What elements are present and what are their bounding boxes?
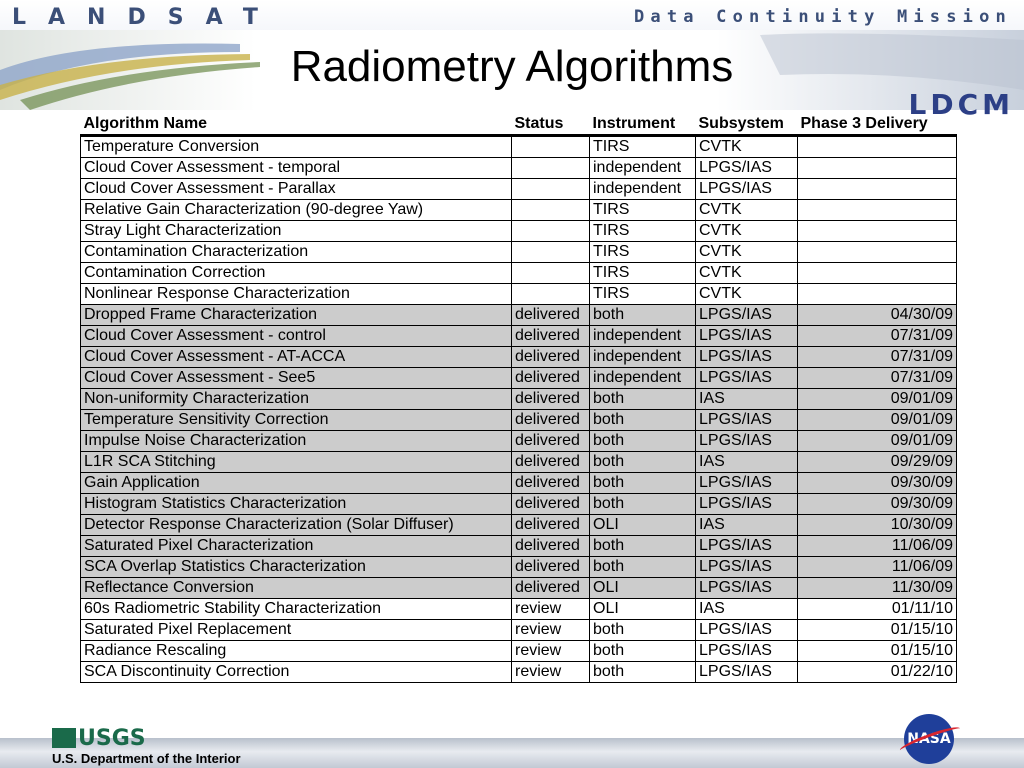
table-row: [81, 347, 957, 368]
cell-instrument: independent: [590, 347, 696, 368]
cell-instrument: OLI: [590, 515, 696, 536]
table-row: [81, 662, 957, 683]
usgs-logo-text: USGS: [78, 726, 146, 751]
table-header-row: [81, 114, 957, 136]
table-row: [81, 431, 957, 452]
cell-subsystem: CVTK: [696, 200, 798, 221]
cell-subsystem: LPGS/IAS: [696, 641, 798, 662]
cell-phase3-delivery: 09/01/09: [798, 431, 957, 452]
column-header-instrument: Instrument: [590, 114, 696, 136]
table-row: [81, 515, 957, 536]
column-header-algorithm-name: Algorithm Name: [81, 114, 512, 136]
cell-subsystem: LPGS/IAS: [696, 410, 798, 431]
cell-phase3-delivery: 10/30/09: [798, 515, 957, 536]
cell-algorithm-name: Temperature Conversion: [81, 136, 512, 158]
cell-subsystem: CVTK: [696, 263, 798, 284]
cell-subsystem: LPGS/IAS: [696, 557, 798, 578]
cell-instrument: both: [590, 641, 696, 662]
table-row: [81, 200, 957, 221]
cell-phase3-delivery: 09/30/09: [798, 494, 957, 515]
cell-subsystem: IAS: [696, 452, 798, 473]
table-row: [81, 410, 957, 431]
cell-instrument: TIRS: [590, 200, 696, 221]
table-row: [81, 473, 957, 494]
cell-phase3-delivery: [798, 242, 957, 263]
cell-instrument: both: [590, 620, 696, 641]
table-row: [81, 136, 957, 158]
cell-phase3-delivery: [798, 179, 957, 200]
cell-instrument: independent: [590, 326, 696, 347]
cell-algorithm-name: Dropped Frame Characterization: [81, 305, 512, 326]
cell-instrument: both: [590, 473, 696, 494]
cell-algorithm-name: 60s Radiometric Stability Characterization: [81, 599, 512, 620]
cell-status: [512, 242, 590, 263]
cell-instrument: OLI: [590, 599, 696, 620]
cell-phase3-delivery: 09/29/09: [798, 452, 957, 473]
cell-phase3-delivery: 04/30/09: [798, 305, 957, 326]
cell-subsystem: CVTK: [696, 242, 798, 263]
cell-status: delivered: [512, 410, 590, 431]
cell-algorithm-name: Relative Gain Characterization (90-degree Yaw): [81, 200, 512, 221]
cell-subsystem: LPGS/IAS: [696, 662, 798, 683]
cell-subsystem: IAS: [696, 599, 798, 620]
cell-status: delivered: [512, 389, 590, 410]
cell-status: delivered: [512, 494, 590, 515]
cell-instrument: both: [590, 557, 696, 578]
table-row: [81, 242, 957, 263]
cell-phase3-delivery: 11/06/09: [798, 557, 957, 578]
cell-subsystem: LPGS/IAS: [696, 578, 798, 599]
cell-status: delivered: [512, 452, 590, 473]
cell-phase3-delivery: 09/01/09: [798, 410, 957, 431]
cell-phase3-delivery: 01/15/10: [798, 641, 957, 662]
cell-status: [512, 136, 590, 158]
table-row: [81, 158, 957, 179]
cell-status: review: [512, 599, 590, 620]
column-header-phase3-delivery: Phase 3 Delivery: [798, 114, 957, 136]
nasa-logo-text: NASA: [907, 731, 951, 747]
table-row: [81, 221, 957, 242]
cell-phase3-delivery: [798, 221, 957, 242]
cell-subsystem: LPGS/IAS: [696, 473, 798, 494]
cell-phase3-delivery: [798, 136, 957, 158]
cell-algorithm-name: Radiance Rescaling: [81, 641, 512, 662]
table-row: [81, 452, 957, 473]
cell-instrument: both: [590, 662, 696, 683]
cell-subsystem: LPGS/IAS: [696, 368, 798, 389]
cell-subsystem: LPGS/IAS: [696, 431, 798, 452]
cell-phase3-delivery: 07/31/09: [798, 347, 957, 368]
table-body: [81, 136, 957, 683]
cell-status: [512, 200, 590, 221]
table-row: [81, 179, 957, 200]
cell-instrument: TIRS: [590, 242, 696, 263]
cell-instrument: both: [590, 410, 696, 431]
table-row: [81, 389, 957, 410]
cell-status: [512, 158, 590, 179]
cell-status: delivered: [512, 473, 590, 494]
table-row: [81, 494, 957, 515]
cell-algorithm-name: Stray Light Characterization: [81, 221, 512, 242]
table-row: [81, 326, 957, 347]
cell-algorithm-name: Temperature Sensitivity Correction: [81, 410, 512, 431]
cell-instrument: independent: [590, 179, 696, 200]
cell-phase3-delivery: [798, 263, 957, 284]
mission-wordmark: Data Continuity Mission: [633, 7, 1012, 27]
table-row: [81, 641, 957, 662]
cell-instrument: both: [590, 305, 696, 326]
table-row: [81, 557, 957, 578]
table-row: [81, 305, 957, 326]
cell-algorithm-name: Cloud Cover Assessment - Parallax: [81, 179, 512, 200]
cell-instrument: TIRS: [590, 221, 696, 242]
cell-status: delivered: [512, 536, 590, 557]
column-header-status: Status: [512, 114, 590, 136]
cell-status: delivered: [512, 515, 590, 536]
cell-algorithm-name: Gain Application: [81, 473, 512, 494]
cell-status: [512, 263, 590, 284]
table-row: [81, 368, 957, 389]
cell-algorithm-name: Cloud Cover Assessment - control: [81, 326, 512, 347]
algorithms-table: [80, 114, 957, 683]
column-header-subsystem: Subsystem: [696, 114, 798, 136]
cell-algorithm-name: Cloud Cover Assessment - See5: [81, 368, 512, 389]
cell-algorithm-name: Contamination Characterization: [81, 242, 512, 263]
cell-phase3-delivery: 09/01/09: [798, 389, 957, 410]
cell-status: delivered: [512, 557, 590, 578]
table-row: [81, 620, 957, 641]
table-row: [81, 578, 957, 599]
cell-instrument: independent: [590, 368, 696, 389]
cell-status: review: [512, 641, 590, 662]
cell-status: review: [512, 620, 590, 641]
cell-algorithm-name: Saturated Pixel Characterization: [81, 536, 512, 557]
table-row: [81, 263, 957, 284]
cell-subsystem: LPGS/IAS: [696, 536, 798, 557]
cell-phase3-delivery: 09/30/09: [798, 473, 957, 494]
page-title: Radiometry Algorithms: [290, 42, 734, 91]
cell-instrument: OLI: [590, 578, 696, 599]
cell-instrument: TIRS: [590, 263, 696, 284]
cell-subsystem: LPGS/IAS: [696, 326, 798, 347]
cell-algorithm-name: Contamination Correction: [81, 263, 512, 284]
usgs-logo: [52, 726, 146, 751]
table-row: [81, 284, 957, 305]
cell-instrument: both: [590, 494, 696, 515]
cell-algorithm-name: Non-uniformity Characterization: [81, 389, 512, 410]
cell-status: delivered: [512, 368, 590, 389]
department-label: U.S. Department of the Interior: [52, 751, 241, 766]
cell-subsystem: CVTK: [696, 136, 798, 158]
cell-subsystem: LPGS/IAS: [696, 494, 798, 515]
cell-algorithm-name: Reflectance Conversion: [81, 578, 512, 599]
cell-phase3-delivery: 07/31/09: [798, 326, 957, 347]
cell-phase3-delivery: 01/15/10: [798, 620, 957, 641]
usgs-mark-icon: [52, 728, 76, 748]
cell-subsystem: IAS: [696, 389, 798, 410]
cell-subsystem: LPGS/IAS: [696, 158, 798, 179]
cell-status: [512, 284, 590, 305]
cell-status: delivered: [512, 326, 590, 347]
cell-status: [512, 179, 590, 200]
cell-status: review: [512, 662, 590, 683]
landsat-wordmark: LANDSAT: [12, 5, 280, 30]
cell-instrument: both: [590, 431, 696, 452]
cell-phase3-delivery: [798, 158, 957, 179]
cell-subsystem: LPGS/IAS: [696, 305, 798, 326]
cell-instrument: independent: [590, 158, 696, 179]
ldcm-logo: LDCM: [908, 88, 1014, 121]
cell-subsystem: LPGS/IAS: [696, 347, 798, 368]
cell-status: delivered: [512, 305, 590, 326]
cell-phase3-delivery: [798, 284, 957, 305]
cell-algorithm-name: L1R SCA Stitching: [81, 452, 512, 473]
cell-algorithm-name: Nonlinear Response Characterization: [81, 284, 512, 305]
cell-instrument: both: [590, 536, 696, 557]
cell-algorithm-name: SCA Overlap Statistics Characterization: [81, 557, 512, 578]
cell-phase3-delivery: 07/31/09: [798, 368, 957, 389]
cell-status: delivered: [512, 347, 590, 368]
cell-phase3-delivery: [798, 200, 957, 221]
cell-subsystem: IAS: [696, 515, 798, 536]
cell-phase3-delivery: 01/11/10: [798, 599, 957, 620]
cell-algorithm-name: Detector Response Characterization (Solar Diffuser): [81, 515, 512, 536]
cell-algorithm-name: Cloud Cover Assessment - AT-ACCA: [81, 347, 512, 368]
cell-instrument: TIRS: [590, 136, 696, 158]
cell-algorithm-name: Impulse Noise Characterization: [81, 431, 512, 452]
cell-phase3-delivery: 01/22/10: [798, 662, 957, 683]
cell-phase3-delivery: 11/06/09: [798, 536, 957, 557]
cell-algorithm-name: SCA Discontinuity Correction: [81, 662, 512, 683]
table-row: [81, 536, 957, 557]
table-row: [81, 599, 957, 620]
cell-subsystem: CVTK: [696, 221, 798, 242]
cell-status: [512, 221, 590, 242]
cell-instrument: TIRS: [590, 284, 696, 305]
nasa-logo: [904, 714, 954, 764]
cell-algorithm-name: Saturated Pixel Replacement: [81, 620, 512, 641]
cell-status: delivered: [512, 578, 590, 599]
cell-subsystem: CVTK: [696, 284, 798, 305]
cell-instrument: both: [590, 389, 696, 410]
cell-algorithm-name: Histogram Statistics Characterization: [81, 494, 512, 515]
cell-subsystem: LPGS/IAS: [696, 620, 798, 641]
cell-subsystem: LPGS/IAS: [696, 179, 798, 200]
cell-algorithm-name: Cloud Cover Assessment - temporal: [81, 158, 512, 179]
cell-phase3-delivery: 11/30/09: [798, 578, 957, 599]
cell-status: delivered: [512, 431, 590, 452]
header-bar: [0, 0, 1024, 34]
cell-instrument: both: [590, 452, 696, 473]
